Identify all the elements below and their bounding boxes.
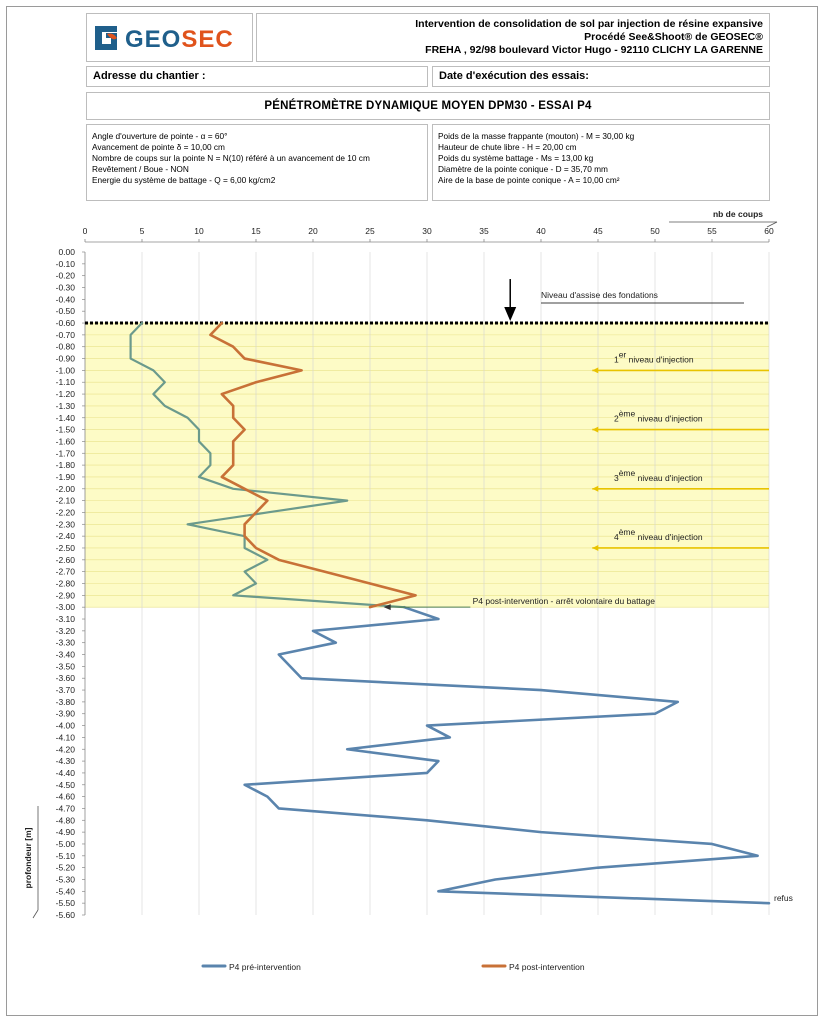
param-item: Revêtement / Boue - NON	[92, 164, 189, 174]
x-tick-label: 35	[479, 226, 489, 236]
param-item: Energie du système de battage - Q = 6,00 kg/cm2	[92, 175, 276, 185]
param-item: Hauteur de chute libre - H = 20,00 cm	[438, 142, 577, 152]
y-tick-label: 0.00	[58, 247, 75, 257]
y-tick-label: -2.60	[55, 554, 75, 565]
y-tick-label: -4.90	[55, 827, 75, 838]
x-tick-label: 25	[365, 226, 375, 236]
y-tick-label: -3.20	[55, 625, 75, 636]
y-tick-label: -0.10	[55, 258, 75, 269]
y-tick-label: -3.30	[55, 637, 75, 648]
y-tick-label: -0.80	[55, 341, 75, 352]
y-tick-label: -1.80	[55, 460, 75, 471]
logo-text-sec: SEC	[181, 26, 234, 53]
param-item: Poids du système battage - Ms = 13,00 kg	[438, 153, 594, 163]
y-tick-label: -4.00	[55, 720, 75, 731]
y-tick-label: -4.70	[55, 803, 75, 814]
param-item: Avancement de pointe δ = 10,00 cm	[92, 142, 225, 152]
y-tick-label: -2.80	[55, 578, 75, 589]
y-tick-label: -3.80	[55, 696, 75, 707]
y-tick-label: -2.10	[55, 495, 75, 506]
page-title: PÉNÉTROMÈTRE DYNAMIQUE MOYEN DPM30 - ESSAI P4	[86, 92, 770, 120]
param-item: Angle d'ouverture de pointe - α = 60°	[92, 131, 228, 141]
y-tick-label: -3.60	[55, 673, 75, 684]
y-tick-label: -0.20	[55, 270, 75, 281]
y-tick-label: -4.30	[55, 756, 75, 767]
y-tick-label: -5.10	[55, 850, 75, 861]
injection-label: 4ème niveau d'injection	[613, 526, 703, 542]
site-address-field: Adresse du chantier :	[86, 66, 428, 87]
y-tick-label: -1.50	[55, 424, 75, 435]
y-tick-label: -1.00	[55, 365, 75, 376]
y-tick-label: -2.70	[55, 566, 75, 577]
y-tick-label: -2.20	[55, 507, 75, 518]
header-line-2: Procédé See&Shoot® de GEOSEC®	[584, 31, 763, 43]
injection-label: 1er niveau d'injection	[613, 349, 694, 365]
x-tick-label: 30	[422, 226, 432, 236]
y-tick-label: -2.30	[55, 519, 75, 530]
param-item: Aire de la base de pointe conique - A = 10,00 cm²	[438, 175, 620, 185]
y-tick-label: -2.50	[55, 542, 75, 553]
x-tick-label: 10	[194, 226, 204, 236]
legend-label: P4 post-intervention	[509, 962, 585, 972]
y-tick-label: -0.30	[55, 282, 75, 293]
y-tick-label: -0.60	[55, 318, 75, 329]
x-tick-label: 40	[536, 226, 546, 236]
param-item: Diamètre de la pointe conique - D = 35,70 mm	[438, 164, 608, 174]
y-tick-label: -2.90	[55, 590, 75, 601]
y-tick-label: -1.40	[55, 412, 75, 423]
y-tick-label: -3.70	[55, 685, 75, 696]
y-tick-label: -4.80	[55, 815, 75, 826]
y-tick-label: -1.60	[55, 436, 75, 447]
y-axis-title: profondeur [m]	[23, 827, 33, 889]
x-tick-label: 15	[251, 226, 261, 236]
y-tick-label: -2.40	[55, 531, 75, 542]
logo-text-geo: GEO	[125, 26, 182, 53]
foundation-label: Niveau d'assise des fondations	[541, 290, 658, 301]
y-tick-label: -1.90	[55, 471, 75, 482]
param-item: Nombre de coups sur la pointe N = N(10) référé à un avancement de 10 cm	[92, 153, 370, 163]
x-tick-label: 0	[82, 226, 88, 236]
x-tick-label: 5	[139, 226, 145, 236]
post-stop-label: P4 post-intervention - arrêt volontaire du battage	[472, 596, 655, 607]
y-tick-label: -0.50	[55, 306, 75, 317]
header-line-3: FREHA , 92/98 boulevard Victor Hugo - 92110 CLICHY LA GARENNE	[425, 44, 763, 56]
y-tick-label: -4.20	[55, 744, 75, 755]
series-pre-intervention-below-zone	[245, 607, 769, 903]
injection-label: 2ème niveau d'injection	[613, 408, 703, 424]
y-tick-label: -3.90	[55, 708, 75, 719]
x-tick-label: 20	[308, 226, 318, 236]
y-tick-label: -4.40	[55, 767, 75, 778]
y-axis-title-slash	[33, 910, 38, 918]
y-tick-label: -5.00	[55, 838, 75, 849]
y-tick-label: -5.40	[55, 886, 75, 897]
y-tick-label: -5.60	[55, 910, 75, 920]
header-line-1: Intervention de consolidation de sol par injection de résine expansive	[415, 18, 763, 30]
y-tick-label: -5.30	[55, 874, 75, 885]
x-tick-label: 45	[593, 226, 603, 236]
y-tick-label: -4.50	[55, 779, 75, 790]
y-tick-label: -0.90	[55, 353, 75, 364]
injection-label: 3ème niveau d'injection	[613, 467, 703, 483]
legend-label: P4 pré-intervention	[229, 962, 301, 972]
y-tick-label: -1.20	[55, 389, 75, 400]
y-tick-label: -1.10	[55, 377, 75, 388]
y-tick-label: -0.70	[55, 329, 75, 340]
y-tick-label: -4.10	[55, 732, 75, 743]
x-tick-label: 50	[650, 226, 660, 236]
x-axis-title: nb de coups	[712, 209, 763, 219]
y-tick-label: -3.50	[55, 661, 75, 672]
y-tick-label: -4.60	[55, 791, 75, 802]
y-tick-label: -5.20	[55, 862, 75, 873]
y-tick-label: -1.70	[55, 448, 75, 459]
foundation-arrow-icon	[504, 307, 516, 321]
refusal-label: refus	[774, 893, 793, 904]
y-tick-label: -2.00	[55, 483, 75, 494]
param-item: Poids de la masse frappante (mouton) - M = 30,00 kg	[438, 131, 635, 141]
x-tick-label: 55	[707, 226, 717, 236]
y-tick-label: -5.50	[55, 898, 75, 909]
y-tick-label: -3.10	[55, 614, 75, 625]
x-tick-label: 60	[764, 226, 774, 236]
y-tick-label: -1.30	[55, 400, 75, 411]
y-tick-label: -3.40	[55, 649, 75, 660]
y-tick-label: -0.40	[55, 294, 75, 305]
test-date-field: Date d'exécution des essais:	[432, 66, 770, 87]
y-tick-label: -3.00	[55, 602, 75, 613]
